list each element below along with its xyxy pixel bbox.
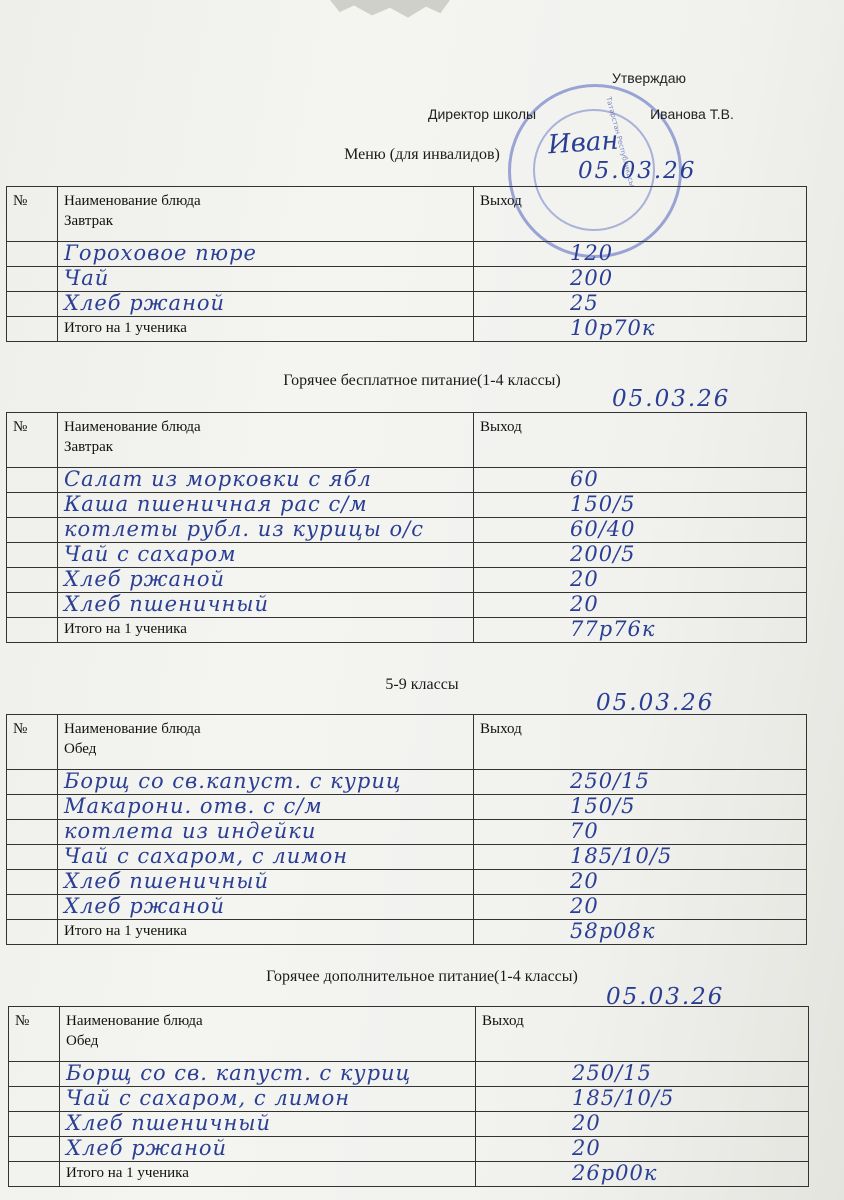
table-row xyxy=(7,870,807,895)
table-row xyxy=(9,1112,809,1137)
table-row xyxy=(7,292,807,317)
header-num: № xyxy=(9,1007,60,1062)
dish-cell: Хлеб пшеничный xyxy=(58,870,474,895)
total-row xyxy=(9,1162,809,1187)
dish-cell: Борщ со св. капуст. с куриц xyxy=(60,1062,476,1087)
table-row xyxy=(7,770,807,795)
total-value: 10р70к xyxy=(570,316,656,340)
approval-word: Утверждаю xyxy=(612,70,686,86)
output-cell: 150/5 xyxy=(570,492,636,516)
dish-cell: Гороховое пюре xyxy=(58,242,474,267)
header-dish-label: Наименование блюда xyxy=(64,721,201,737)
header-output: Выход xyxy=(474,187,807,242)
meal-label: Обед xyxy=(64,741,97,757)
total-value: 26р00к xyxy=(572,1161,658,1185)
menu-table xyxy=(6,412,807,643)
output-cell: 250/15 xyxy=(570,769,650,793)
table-header-row xyxy=(7,413,807,468)
table-row xyxy=(7,518,807,543)
output-cell: 250/15 xyxy=(572,1061,652,1085)
section-title: Горячее дополнительное питание(1-4 классы) xyxy=(266,968,578,985)
output-cell: 200/5 xyxy=(570,542,636,566)
output-cell: 20 xyxy=(572,1111,601,1135)
section-date: 05.03.26 xyxy=(596,690,715,716)
header-dish-label: Наименование блюда xyxy=(66,1013,203,1029)
header-output: Выход xyxy=(476,1007,809,1062)
output-cell: 20 xyxy=(570,567,599,591)
total-value: 58р08к xyxy=(570,919,656,943)
dish-cell: котлеты рубл. из курицы о/с xyxy=(58,518,474,543)
meal-label: Обед xyxy=(66,1033,99,1049)
total-label: Итого на 1 ученика xyxy=(60,1162,476,1187)
table-row xyxy=(9,1087,809,1112)
stamp-text: Татарстан Республикасы xyxy=(604,96,637,188)
meal-label: Завтрак xyxy=(64,439,114,455)
output-cell: 200 xyxy=(570,266,614,290)
output-cell: 20 xyxy=(570,869,599,893)
total-row xyxy=(7,317,807,342)
meal-label: Завтрак xyxy=(64,213,114,229)
output-cell: 120 xyxy=(570,241,614,265)
header-dish xyxy=(58,413,474,468)
total-row xyxy=(7,920,807,945)
header-output: Выход xyxy=(474,715,807,770)
approval-role: Директор школы xyxy=(428,106,537,122)
total-value: 77р76к xyxy=(570,617,656,641)
output-cell: 20 xyxy=(572,1136,601,1160)
dish-cell: Хлеб ржаной xyxy=(58,292,474,317)
section-title: Меню (для инвалидов) xyxy=(344,146,500,163)
dish-cell: Чай с сахаром, с лимон xyxy=(60,1087,476,1112)
output-cell: 60/40 xyxy=(570,517,636,541)
director-signature: Иван xyxy=(547,125,620,161)
section-date: 05.03.26 xyxy=(612,386,731,412)
table-header-row xyxy=(9,1007,809,1062)
table-row xyxy=(7,820,807,845)
output-cell: 25 xyxy=(570,291,599,315)
torn-edge xyxy=(330,0,450,22)
header-dish xyxy=(60,1007,476,1062)
header-output: Выход xyxy=(474,413,807,468)
menu-table xyxy=(8,1006,809,1187)
table-row xyxy=(7,795,807,820)
output-cell: 150/5 xyxy=(570,794,636,818)
output-cell: 60 xyxy=(570,467,599,491)
header-dish-label: Наименование блюда xyxy=(64,419,201,435)
dish-cell: Чай с сахаром, с лимон xyxy=(58,845,474,870)
header-dish xyxy=(58,187,474,242)
table-row xyxy=(7,568,807,593)
output-cell: 185/10/5 xyxy=(572,1086,675,1110)
table-row xyxy=(7,468,807,493)
dish-cell: Чай с сахаром xyxy=(58,543,474,568)
menu-table xyxy=(6,714,807,945)
total-label: Итого на 1 ученика xyxy=(58,618,474,643)
section-date: 05.03.26 xyxy=(606,984,725,1010)
section-title: Горячее бесплатное питание(1-4 классы) xyxy=(283,372,561,389)
table-row xyxy=(7,543,807,568)
table-header-row xyxy=(7,715,807,770)
dish-cell: Хлеб пшеничный xyxy=(58,593,474,618)
table-row xyxy=(7,267,807,292)
dish-cell: Хлеб ржаной xyxy=(58,895,474,920)
output-cell: 20 xyxy=(570,894,599,918)
dish-cell: Каша пшеничная рас с/м xyxy=(58,493,474,518)
table-row xyxy=(7,895,807,920)
table-row xyxy=(7,593,807,618)
header-num: № xyxy=(7,187,58,242)
table-row xyxy=(7,242,807,267)
dish-cell: Борщ со св.капуст. с куриц xyxy=(58,770,474,795)
table-header-row xyxy=(7,187,807,242)
table-row xyxy=(9,1137,809,1162)
dish-cell: котлета из индейки xyxy=(58,820,474,845)
header-dish-label: Наименование блюда xyxy=(64,193,201,209)
total-label: Итого на 1 ученика xyxy=(58,317,474,342)
total-row xyxy=(7,618,807,643)
table-row xyxy=(7,845,807,870)
approval-name: Иванова Т.В. xyxy=(650,106,734,122)
dish-cell: Хлеб ржаной xyxy=(58,568,474,593)
dish-cell: Хлеб пшеничный xyxy=(60,1112,476,1137)
section-title: 5-9 классы xyxy=(385,676,459,693)
menu-table xyxy=(6,186,807,342)
output-cell: 70 xyxy=(570,819,599,843)
section-date: 05.03.26 xyxy=(578,158,697,184)
dish-cell: Чай xyxy=(58,267,474,292)
header-dish xyxy=(58,715,474,770)
table-row xyxy=(9,1062,809,1087)
total-label: Итого на 1 ученика xyxy=(58,920,474,945)
table-row xyxy=(7,493,807,518)
dish-cell: Салат из морковки с ябл xyxy=(58,468,474,493)
dish-cell: Макарони. отв. с с/м xyxy=(58,795,474,820)
header-num: № xyxy=(7,413,58,468)
output-cell: 185/10/5 xyxy=(570,844,673,868)
approval-line xyxy=(428,106,734,122)
output-cell: 20 xyxy=(570,592,599,616)
header-num: № xyxy=(7,715,58,770)
dish-cell: Хлеб ржаной xyxy=(60,1137,476,1162)
